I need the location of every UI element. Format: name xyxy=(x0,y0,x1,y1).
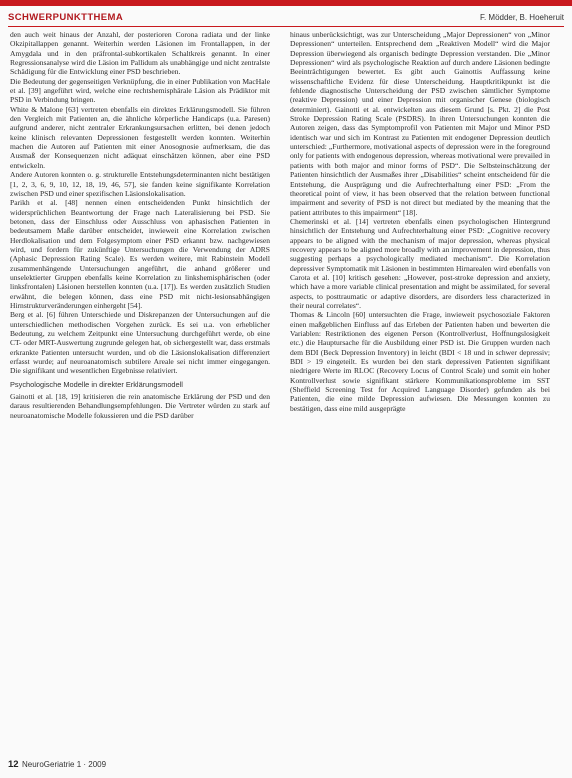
paragraph: den auch weit hinaus der Anzahl, der posterioren Corona radiata und der linke Okzipitallappen genannt. Weiterhin werden Läsionen im Frontallappen, in der Amygdala und in den präfrontal-subkortikalen Schaltkreis genannt. In einer Regressionsanalyse wird die Läsion im Pallidum als unabhängige und nicht zentralste Schädigung für die Entwicklung einer PSD beschrieben. xyxy=(10,30,270,77)
left-column xyxy=(10,30,270,752)
section-heading: Psychologische Modelle in direkter Erklärungsmodell xyxy=(10,379,183,389)
page-header xyxy=(8,10,564,26)
paragraph: hinaus unberücksichtigt, was zur Unterscheidung „Major Depressionen“ von „Minor Depressionen“ unterteilen. Entsprechend dem „Reaktiven Modell“ wird die Major Depression überwiegend als organisch bedingte Depression verstanden. Die „Minor Depressionen“ wird als psychologische Reaktion auf durch andere Läsionen bedingte Beeinträchtigungen bewertet. Es gibt auch Gainottis Auffassung keine wissenschaftliche Evidenz für diese Unterscheidung. Hauptkritikpunkt ist die fehlende diagnostische Unterscheidung der PSD zwischen sämtlicher Symptome (reaktive Depression) und einer Depression mit organischer Genese (biologisch determiniert). Gainotti et al. entwickelten aus diesem Grund [s. Pkt. 2] die Post Stroke Depression Rating Scale (PSDRS). In ihren Untersuchungen konnten die Autoren zeigen, dass das Symptomprofil von Patienten mit Major und Minor PSD identisch war und sich im Kontrast zu Patienten mit endogener Depression deutlich unterschied: „Furthermore, motivational aspects of depression were in the foreground only for patients with endogenous depression, whereas motivational were prevailed in patients with both major and minor forms of PSD“. Die Selbsteinschätzung der Patienten hinsichtlich der Ausmaßes ihrer „Disabilities“ scheint entscheidend für die Entstehung, die Ausprägung und die Aufrechterhaltung einer PSD: „From the theoretical point of view, it has been observed that the relation between functional impairment and severity of PSD is not direct but mediated by the meaning that the patient attributes to this impairment“ [18]. xyxy=(290,30,550,217)
paragraph: Parikh et al. [48] nennen einen entscheidenden Punkt hinsichtlich der widersprüchlichen Beantwortung der Frage nach Lateralisierung bei PSD. Sie betonen, dass der Einschluss oder Ausschluss von aphasischen Patienten in bedeutsamem Maße darüber entscheidet, inwieweit eine Korrelation zwischen Herdlokalisation und dem Folgesymptom einer PSD erkannt bzw. nachgewiesen wird, und fordern für zukünftige Untersuchungen die Verwendung der ADRS (Aphasic Depression Rating Scale). Es werden weitere, mit Rabinstein Modell zusammenhängende Untersuchungen angeführt, die anhand größerer und unselektierter Gruppen ebenfalls keine Korrelation zu linkshemisphärischen (oder linksfrontalen) Läsionen herstellen konnten (u.a. [17]). Es werden zusätzlich Studien erwähnt, die belegen können, dass eine PSD mit nicht-lesionsabhängigen Hirnstrukturveränderungen einhergeht [54]. xyxy=(10,198,270,310)
paragraph: Gainotti et al. [18, 19] kritisieren die rein anatomische Erklärung der PSD und den daraus resultierenden Behandlungsempfehlungen. Die Vertreter würden zu stark auf neuroanatomische Modelle fokussieren und die PSD darüber xyxy=(10,392,270,420)
journal-name: NeuroGeriatrie 1 · 2009 xyxy=(22,760,107,769)
paragraph: Chemerinski et al. [14] vertreten ebenfalls einen psychologischen Hintergrund hinsichtlich der Entstehung und Aufrechterhaltung einer PSD: „Cognitive recovery appears to be aligned with the mechanism of major depression, whereas physical recovery appears to be aligned more broadly with an improvement in depression, thus suggesting perhaps a psychologically mediated mechanism“. Die Korrelation depressiver Symptomatik mit Läsionen in bestimmten Hirnarealen wird ebenfalls von Carota et al. [10] kritisch gesehen: „However, post-stroke depression and anxiety, which have a more variable clinical presentation and might be assimilated, for several aspects, to posttraumatic or adaptive disorders, are disorders less characterized in their neural correlates“. xyxy=(290,216,550,310)
paragraph: Berg et al. [6] führen Unterschiede und Diskrepanzen der Untersuchungen auf die unterschiedlichen methodischen Vorgehen zurück. Es sei u.a. von erheblicher Bedeutung, zu welchem Zeitpunkt eine Untersuchung durchgeführt werde, ob eine CT- oder MRT-Auswertung zugrunde gelegen hat, ob sichergestellt war, dass erstmals erkrankte Patienten untersucht wurden, und ob die Läsionslokalisation differenziert erfasst wurde; auf neuroanatomisch subtilere Areale sei nicht immer eingegangen. Die signifikant und wesentlichen Ergebnisse relativiert. xyxy=(10,310,270,376)
paragraph: White & Malone [63] vertreten ebenfalls ein direktes Erklärungsmodell. Sie führen den Vergleich mit Patienten an, die ähnliche körperliche Handicaps (u.a. Paresen) aufgrund anderer, nicht zentraler Erkrankungsursachen erlitten, bei denen jedoch keine klinisch relevanten Depressionen festgestellt werden konnten. Weiterhin machen die Autoren auf Patienten mit einer Anosognosie aufmerksam, die das Ausmaß der Konsequenzen nicht adäquat einschätzen können, aber eine PSD entwickeln. xyxy=(10,104,270,170)
right-column xyxy=(290,30,550,752)
page-footer xyxy=(8,759,308,773)
header-rule xyxy=(8,26,564,27)
top-accent-bar xyxy=(0,0,572,6)
paragraph: Die Bedeutung der gegenseitigen Verknüpfung, die in einer Publikation von MacHale et al. [39] angeführt wird, welche eine rechtshemisphärale Läsion als Prädiktor mit PSD in Verbindung bringen. xyxy=(10,76,270,105)
paragraph: Andere Autoren konnten o. g. strukturelle Entstehungsdeterminanten nicht bestätigen [1, 2, 3, 6, 9, 10, 12, 18, 19, 46, 57], sie fanden keine signifikante Korrelation zwischen PSD und einer spezifischen Läsionslokalisation. xyxy=(10,170,270,198)
paragraph: Thomas & Lincoln [60] untersuchten die Frage, inwieweit psychosoziale Faktoren einen maßgeblichen Einfluss auf das Erleben der Patienten haben und bewerten die Variablen: Restriktionen des eigenen Person (Kontrollverlust, Hoffnungslosigkeit etc.) die Hauptursache für die Ausbildung einer PSD ist. Die Gruppen wurden nach dem BDI (Beck Depression Inventory) in leicht (BDI < 18 und in schwer depressiv; BDI > 19 eingeteilt. Es wurden bei den stark depressiven Patienten signifikant niedrigere Werte im RLOC (Recovery Locus of Control Scale) und somit ein hoher Kontrollverlust sowie signifikant stärkere Kommunikationsprobleme im SST (Sheffield Screening Test for Acquired Language Disorder) gefunden als bei Patienten, die eine milde Depression aufwiesen. Die Messungen konnten zu bestätigen, dass eine mild ausgeprägte xyxy=(290,310,550,413)
section-title: SCHWERPUNKTTHEMA xyxy=(8,12,124,23)
author-line: F. Mödder, B. Hoeheruit xyxy=(479,13,564,22)
page-number: 12 xyxy=(8,759,19,770)
